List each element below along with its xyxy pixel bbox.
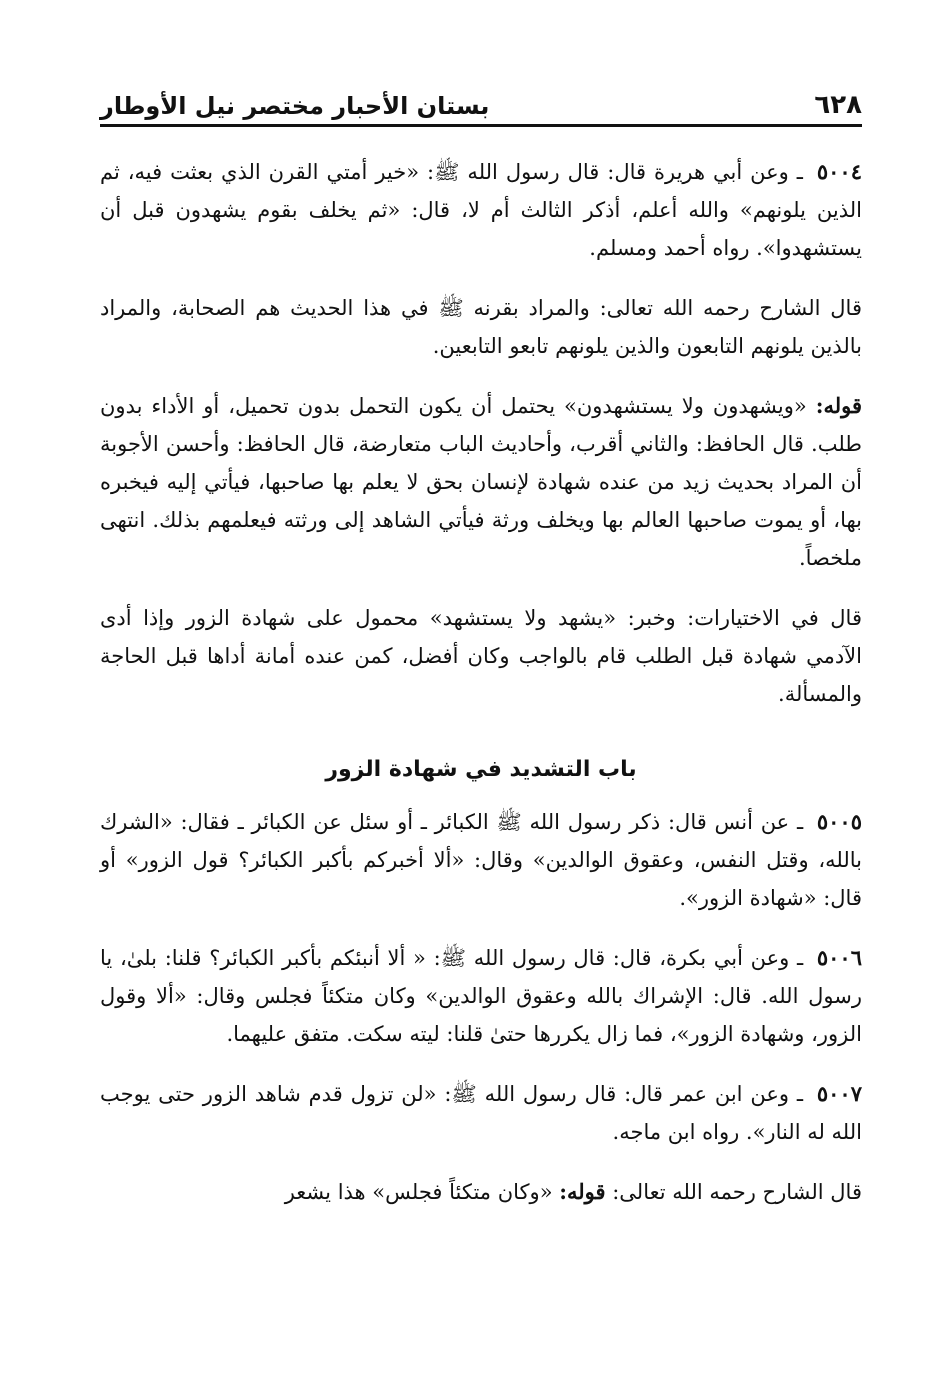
commentary-paragraph: [100, 1173, 862, 1211]
paragraph-text: ـ وعن أبي هريرة قال: قال رسول الله ﷺ: «خير أمتي القرن الذي بعثت فيه، ثم الذين يلونهم» والله أعلم، أذكر الثالث أم لا، قال: «ثم يخلف بقوم يشهدون قبل أن يستشهدوا». رواه أحمد ومسلم.: [100, 160, 862, 260]
keyword-qawluhu: قوله:: [559, 1179, 606, 1204]
paragraph-text: ـ وعن أبي بكرة، قال: قال رسول الله ﷺ: « ألا أنبئكم بأكبر الكبائر؟ قلنا: بلىٰ، يا رسول الله. قال: الإشراك بالله وعقوق الوالدين» وكان متكئاً فجلس وقال: «ألا وقول الزور، وشهادة الزور»، فما زال يكررها حتىٰ قلنا: ليته سكت. متفق عليهما.: [100, 946, 862, 1046]
commentary-paragraph: [100, 387, 862, 577]
paragraph-text: قال في الاختيارات: وخبر: «يشهد ولا يستشهد» محمول على شهادة الزور وإذا أدى الآدمي شهادة قبل الطلب قام بالواجب وكان أفضل، كمن عنده أمانة أداها قبل الحاجة والمسألة.: [100, 606, 862, 706]
paragraph-text: ـ عن أنس قال: ذكر رسول الله ﷺ الكبائر ـ أو سئل عن الكبائر ـ فقال: «الشرك بالله، وقتل النفس، وعقوق الوالدين» وقال: «ألا أخبركم بأكبر الكبائر؟ قول الزور» أو قال: «شهادة الزور».: [100, 810, 862, 910]
page-number: ٦٢٨: [814, 90, 862, 120]
paragraph-text: «ويشهدون ولا يستشهدون» يحتمل أن يكون التحمل بدون تحميل، أو الأداء بدون طلب. قال الحافظ: والثاني أقرب، وأحاديث الباب متعارضة، قال الحافظ: وأحسن الأجوبة أن المراد بحديث زيد من عنده شهادة لإنسان بحق لا يعلم بها صاحبها، فيأتي إليه فيخبره بها، أو يموت صاحبها العالم بها ويخلف ورثة فيأتي الشاهد إلى ورثته فيعلمهم بذلك. انتهى ملخصاً.: [100, 394, 862, 570]
book-page: [100, 78, 862, 1233]
hadith-number: ٥٠٠٧: [816, 1081, 862, 1106]
hadith-5005: [100, 803, 862, 917]
hadith-5004: [100, 153, 862, 267]
running-title: بستان الأحبار مختصر نيل الأوطار: [100, 92, 490, 120]
paragraph-text: ـ وعن ابن عمر قال: قال رسول الله ﷺ: «لن تزول قدم شاهد الزور حتى يوجب الله له النار». رواه ابن ماجه.: [100, 1082, 862, 1144]
page-header: [100, 78, 862, 127]
commentary-paragraph: [100, 599, 862, 713]
keyword-qawluhu: قوله:: [815, 393, 862, 418]
paragraph-text: قال الشارح رحمه الله تعالى: والمراد بقرنه ﷺ في هذا الحديث هم الصحابة، والمراد بالذين يلونهم التابعون والذين يلونهم تابعو التابعين.: [100, 296, 862, 358]
chapter-title: باب التشديد في شهادة الزور: [325, 757, 637, 782]
hadith-number: ٥٠٠٦: [816, 945, 862, 970]
hadith-5007: [100, 1075, 862, 1151]
hadith-number: ٥٠٠٥: [816, 809, 862, 834]
paragraph-prefix: قال الشارح رحمه الله تعالى:: [612, 1180, 862, 1204]
hadith-5006: [100, 939, 862, 1053]
paragraph-text: «وكان متكئاً فجلس» هذا يشعر: [284, 1180, 553, 1204]
hadith-number: ٥٠٠٤: [816, 159, 862, 184]
commentary-paragraph: [100, 289, 862, 365]
page-body: [100, 153, 862, 1211]
